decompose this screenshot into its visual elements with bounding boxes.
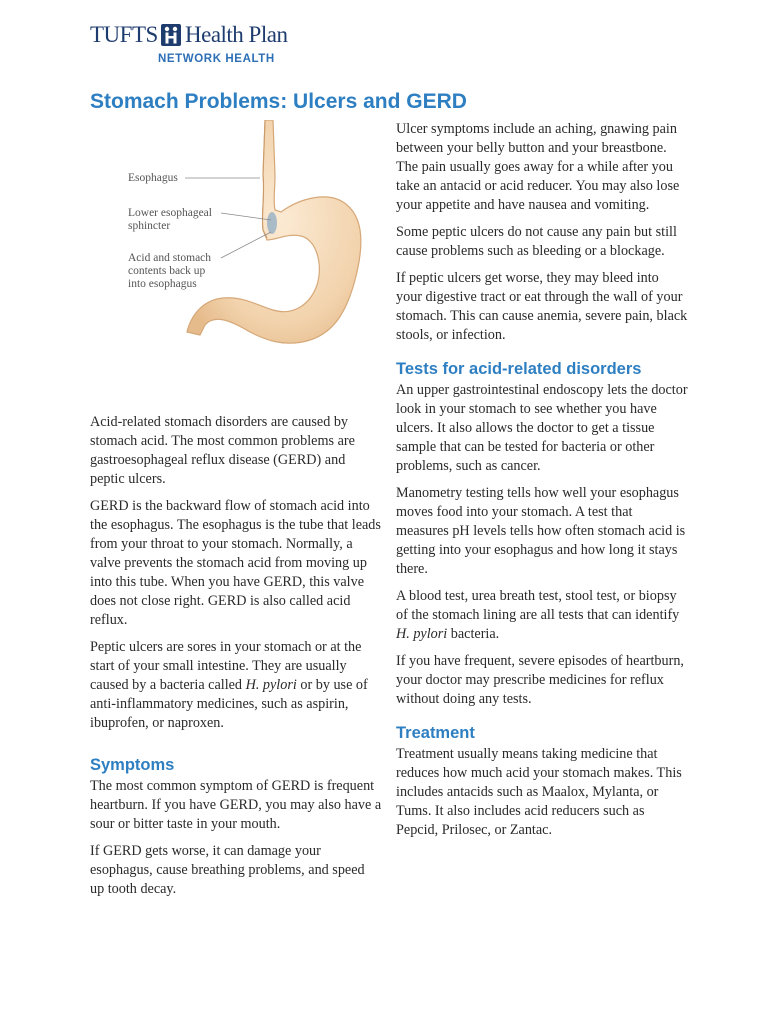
treatment-heading: Treatment	[396, 724, 475, 742]
stomach-illustration	[125, 120, 380, 375]
treatment-paragraph: Treatment usually means taking medicine that reduces how much acid your stomach makes. This includes antacids such as Maalox, Mylanta, or Tums. It also includes acid reducers such as Pepcid, Prilosec, or Zantac.	[396, 746, 682, 838]
label-acid-line1: Acid and stomach	[128, 252, 212, 264]
ulcer-symptoms-paragraph: Ulcer symptoms include an aching, gnawing pain between your belly button and your breastbone. The pain usually goes away for a while after you take an antacid or acid reducer. You may also lose your appetite and have nausea and vomiting.	[396, 121, 680, 213]
logo-emblem-icon	[161, 24, 181, 46]
label-acid-line2: contents back up	[128, 265, 206, 277]
leader-lines	[125, 120, 380, 375]
symptoms-heading: Symptoms	[90, 756, 175, 774]
tufts-logo	[90, 22, 290, 68]
blood-test-paragraph: A blood test, urea breath test, stool test, or biopsy of the stomach lining are all tests that can identify H. pylori bacteria.	[396, 588, 680, 642]
label-acid-line3: into esophagus	[128, 278, 197, 290]
no-pain-paragraph: Some peptic ulcers do not cause any pain but still cause problems such as bleeding or a blockage.	[396, 224, 677, 259]
heartburn-paragraph: If you have frequent, severe episodes of heartburn, your doctor may prescribe medicines for reflux without doing any tests.	[396, 653, 684, 707]
page-title: Stomach Problems: Ulcers and GERD	[90, 90, 467, 113]
ulcers-worse-paragraph: If peptic ulcers get worse, they may bleed into your digestive tract or eat through the wall of your stomach. This can cause anemia, severe pain, black stools, or infection.	[396, 270, 688, 343]
left-column	[90, 413, 382, 907]
ulcers-paragraph: Peptic ulcers are sores in your stomach or at the start of your small intestine. They are usually caused by a bacteria called H. pylori or by use of anti-inflammatory medicines, such as aspirin, ibuprofen, or naproxen.	[90, 639, 368, 731]
tests-heading: Tests for acid-related disorders	[396, 360, 642, 378]
label-sphincter-line1: Lower esophageal	[128, 207, 212, 219]
logo-subtitle: NETWORK HEALTH	[158, 53, 275, 65]
right-column	[396, 120, 688, 848]
symptoms-paragraph-1: The most common symptom of GERD is frequent heartburn. If you have GERD, you may also have a sour or bitter taste in your mouth.	[90, 778, 382, 832]
intro-paragraph: Acid-related stomach disorders are caused by stomach acid. The most common problems are gastroesophageal reflux disease (GERD) and peptic ulcers.	[90, 414, 355, 487]
endoscopy-paragraph: An upper gastrointestinal endoscopy lets the doctor look in your stomach to see whether you have ulcers. It also allows the doctor to get a tissue sample that can be tested for bacteria or other problems, such as cancer.	[396, 382, 688, 474]
manometry-paragraph: Manometry testing tells how well your esophagus moves food into your stomach. A test that measures pH levels tells how often stomach acid is getting into your esophagus and how long it stays there.	[396, 485, 686, 577]
label-esophagus: Esophagus	[128, 172, 178, 184]
label-sphincter-line2: sphincter	[128, 220, 171, 232]
logo-word-health-plan: Health Plan	[185, 22, 288, 47]
gerd-paragraph: GERD is the backward flow of stomach acid into the esophagus. The esophagus is the tube that leads from your throat to your stomach. Normally, a valve prevents the stomach acid from moving up into this tube. When you have GERD, this valve does not close right. GERD is also called acid reflux.	[90, 498, 381, 628]
logo-word-tufts: TUFTS	[90, 22, 158, 47]
symptoms-paragraph-2: If GERD gets worse, it can damage your esophagus, cause breathing problems, and speed up tooth decay.	[90, 843, 365, 897]
